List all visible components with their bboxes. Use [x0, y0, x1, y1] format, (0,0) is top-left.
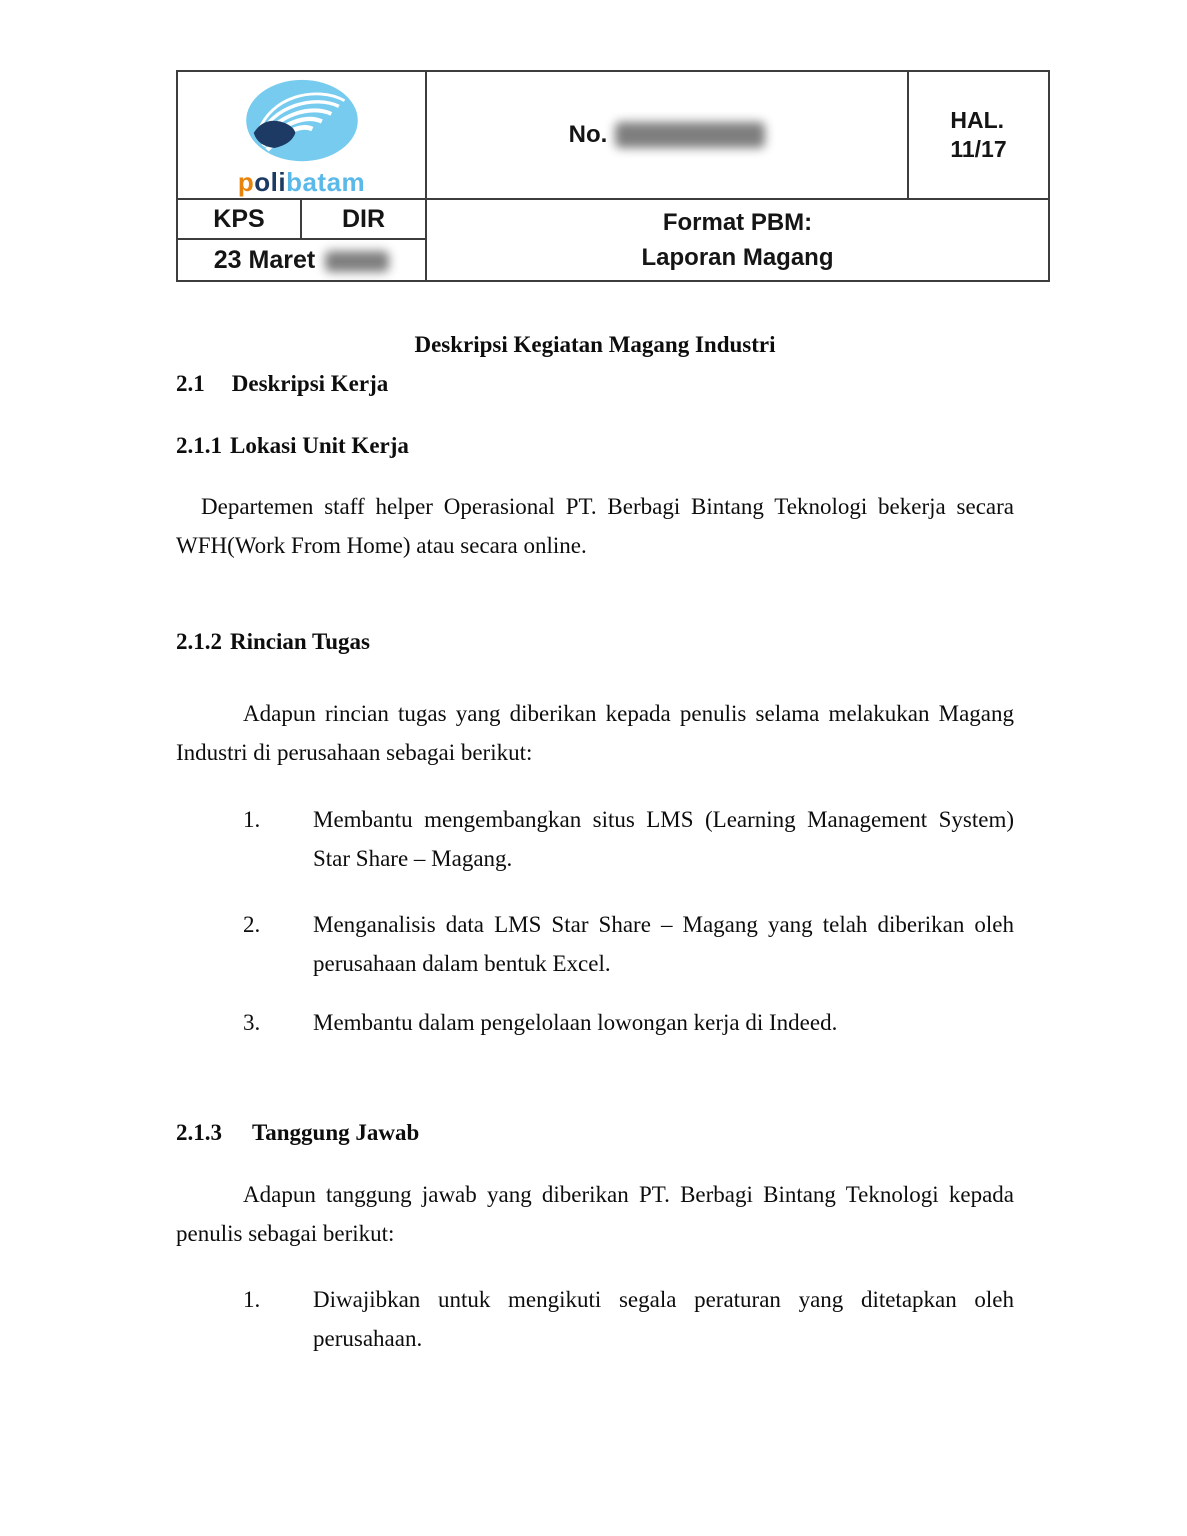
- section-title: Tanggung Jawab: [252, 1120, 420, 1145]
- list-item-text: [313, 1003, 1014, 1042]
- list-item-number: 1.: [243, 807, 261, 832]
- list-item-line: perusahaan.: [313, 1326, 423, 1351]
- dir-label: DIR: [341, 204, 386, 233]
- paragraph-line: Adapun tanggung jawab yang diberikan PT. Berbagi Bintang Teknologi kepada: [243, 1182, 1014, 1207]
- logo-cell: [178, 72, 427, 200]
- list-item: [243, 905, 1014, 983]
- list-item-number: 2.: [243, 912, 261, 937]
- page-indicator: [950, 106, 1006, 164]
- dir-cell: [302, 200, 427, 240]
- section-number: 2.1.3: [176, 1120, 222, 1145]
- redacted-year: [325, 251, 389, 272]
- document-number-cell: [427, 72, 909, 200]
- kps-cell: [178, 200, 302, 240]
- paragraph-tanggung-jawab: [176, 1175, 1014, 1253]
- paragraph-line: penulis sebagai berikut:: [176, 1221, 395, 1246]
- wordmark-batam: batam: [286, 167, 366, 197]
- list-item: [243, 800, 1014, 878]
- list-item-number: 1.: [243, 1287, 261, 1312]
- list-item: [243, 1003, 1014, 1042]
- paragraph-line: Departemen staff helper Operasional PT. Berbagi Bintang Teknologi bekerja secara: [201, 494, 1014, 519]
- paragraph-rincian: [176, 694, 1014, 772]
- section-title: Lokasi Unit Kerja: [230, 433, 409, 458]
- section-heading-2-1: [176, 371, 1014, 397]
- format-cell: [427, 200, 1048, 280]
- page-indicator-label: HAL.: [950, 107, 1005, 134]
- polibatam-logo-icon: [241, 78, 363, 165]
- section-heading-2-1-1: [176, 433, 1014, 459]
- redacted-document-number: [615, 122, 765, 148]
- list-item-number: 3.: [243, 1010, 261, 1035]
- polibatam-wordmark: [238, 167, 365, 198]
- section-heading-2-1-3: [176, 1120, 1014, 1146]
- section-title: Rincian Tugas: [230, 629, 370, 654]
- paragraph-lokasi: [176, 487, 1014, 565]
- list-item: [243, 1280, 1014, 1358]
- page-indicator-value: 11/17: [950, 136, 1007, 162]
- list-item-line: perusahaan dalam bentuk Excel.: [313, 951, 611, 976]
- document-number-label: No.: [568, 121, 608, 148]
- wordmark-oli: oli: [254, 167, 287, 197]
- paragraph-line: Industri di perusahaan sebagai berikut:: [176, 740, 533, 765]
- date-text: 23 Maret: [213, 245, 316, 274]
- paragraph-line: WFH(Work From Home) atau secara online.: [176, 533, 587, 558]
- kps-label: KPS: [213, 204, 265, 233]
- date-cell: [178, 240, 427, 280]
- section-heading-2-1-2: [176, 629, 1014, 655]
- page-indicator-cell: [909, 72, 1048, 200]
- section-number: 2.1.2: [176, 629, 222, 654]
- section-title: Deskripsi Kerja: [231, 371, 389, 396]
- format-value: Laporan Magang: [641, 244, 834, 271]
- list-item-line: Membantu dalam pengelolaan lowongan kerja di Indeed.: [313, 1010, 838, 1035]
- list-item-line: Star Share – Magang.: [313, 846, 513, 871]
- paragraph-line: Adapun rincian tugas yang diberikan kepada penulis selama melakukan Magang: [243, 701, 1014, 726]
- list-item-text: [313, 800, 1014, 878]
- section-number: 2.1.1: [176, 433, 222, 458]
- list-item-line: Menganalisis data LMS Star Share – Magang yang telah diberikan oleh: [313, 912, 1014, 937]
- list-item-line: Membantu mengembangkan situs LMS (Learning Management System): [313, 807, 1014, 832]
- list-item-line: Diwajibkan untuk mengikuti segala peraturan yang ditetapkan oleh: [313, 1287, 1014, 1312]
- list-item-text: [313, 905, 1014, 983]
- wordmark-p: p: [237, 167, 255, 197]
- list-item-text: [313, 1280, 1014, 1358]
- document-title: Deskripsi Kegiatan Magang Industri: [414, 332, 776, 357]
- format-label: Format PBM:: [662, 209, 813, 236]
- header-table: [176, 70, 1050, 282]
- section-number: 2.1: [176, 371, 205, 396]
